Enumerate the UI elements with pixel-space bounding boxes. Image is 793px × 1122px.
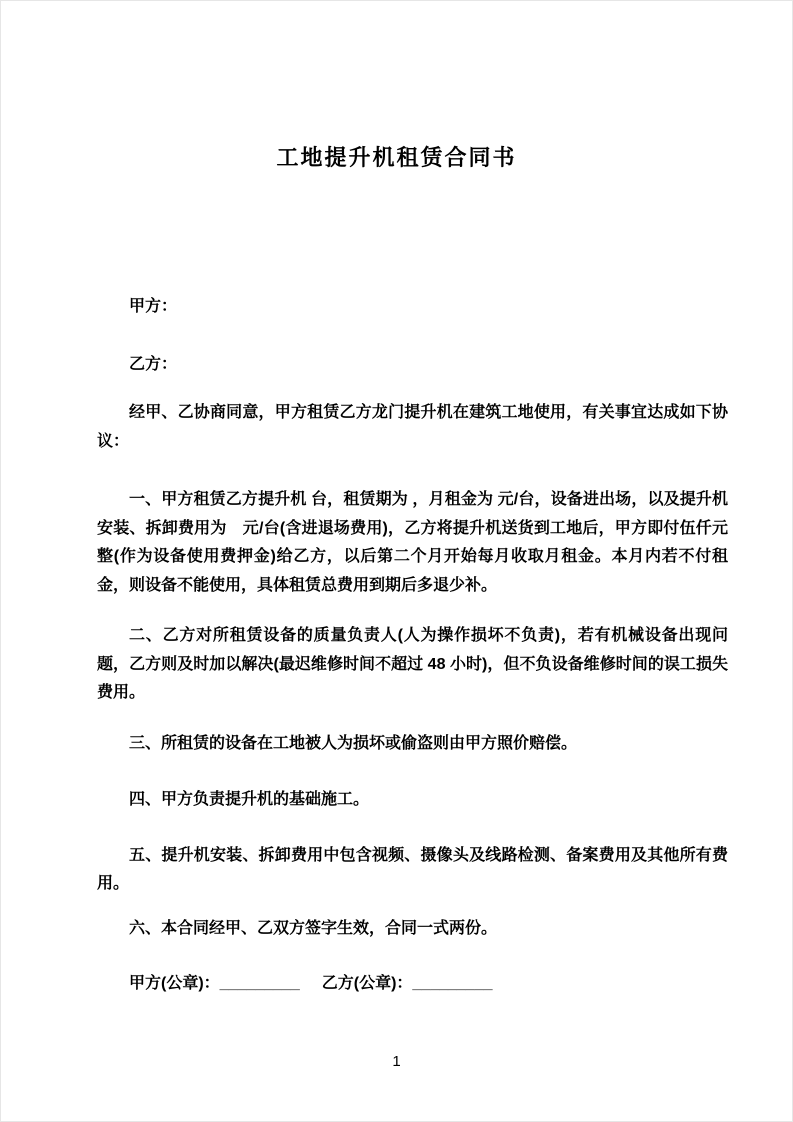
party-a-line: 甲方：: [129, 298, 178, 315]
clause-4: 四、甲方负责提升机的基础施工。: [129, 791, 370, 808]
document-body: [1, 1, 792, 999]
party-b-seal-blank: 乙方(公章)：_________: [321, 975, 493, 992]
party-b-line: 乙方：: [129, 355, 178, 373]
clause-1: 一、甲方租赁乙方提升机 台，租赁期为 ，月租金为 元/台，设备进出场，以及提升机安装、拆卸费用为 元/台(含进退场费用)，乙方将提升机送货到工地后，甲方即付伍仟元整(作为设备使用费押金)给乙方，以后第二个月开始每月收取月租金。本月内若不付租金，则设备不能使用，具体租赁总费用到期后多退少补。: [97, 491, 728, 594]
party-a-seal-blank: 甲方(公章)：_________: [129, 975, 300, 992]
document-title: 工地提升机租赁合同书: [276, 145, 517, 170]
intro-paragraph: 经甲、乙协商同意，甲方租赁乙方龙门提升机在建筑工地使用，有关事宜达成如下协议：: [97, 404, 728, 450]
clause-3: 三、所租赁的设备在工地被人为损坏或偷盗则由甲方照价赔偿。: [129, 734, 578, 752]
clause-5: 五、提升机安装、拆卸费用中包含视频、摄像头及线路检测、备案费用及其他所有费用。: [97, 846, 728, 892]
clause-2: 二、乙方对所租赁设备的质量负责人(人为操作损坏不负责)，若有机械设备出现问题，乙方则及时加以解决(最迟维修时间不超过 48 小时)，但不负设备维修时间的误工损失费用。: [97, 627, 728, 701]
page-number: 1: [392, 1053, 401, 1070]
clause-6: 六、本合同经甲、乙双方签字生效，合同一式两份。: [129, 919, 498, 937]
signature-line: [97, 970, 728, 999]
